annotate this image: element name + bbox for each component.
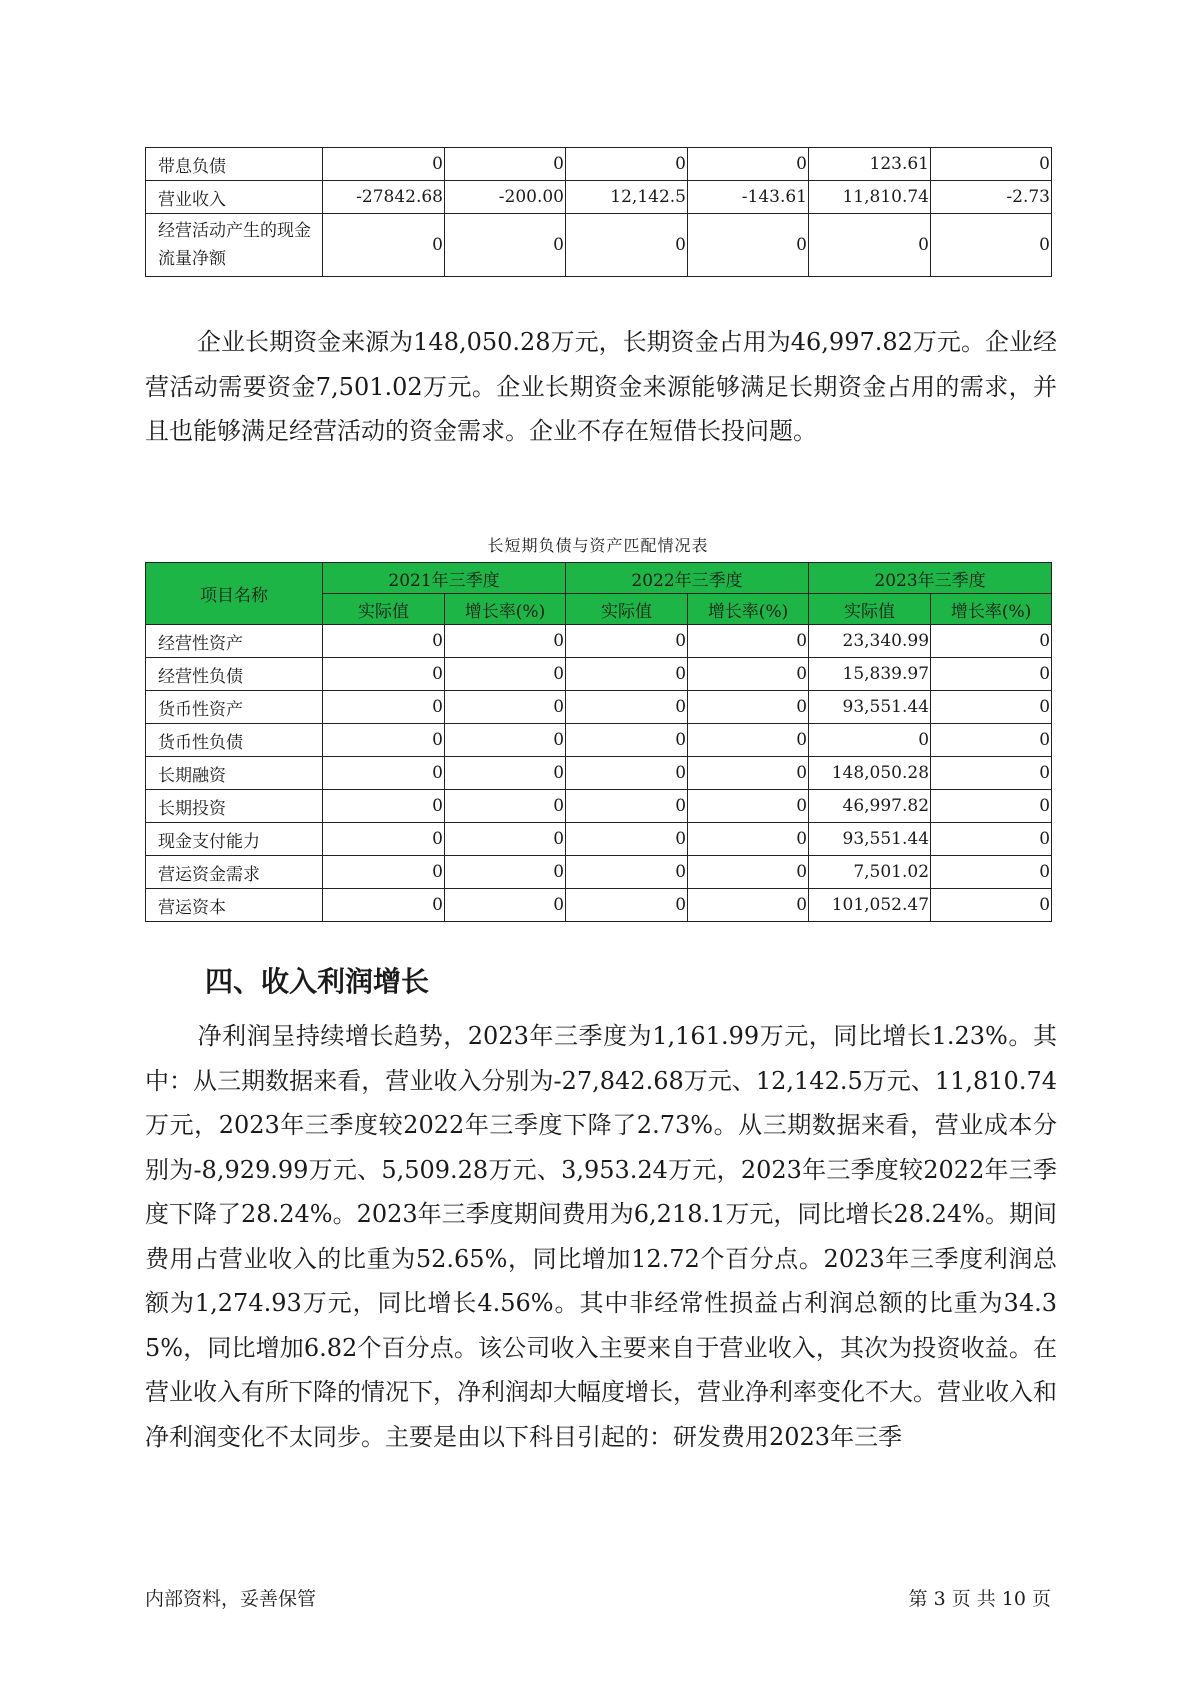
cell-value: 0 xyxy=(323,823,445,856)
cell-value: 0 xyxy=(323,691,445,724)
cell-value: 0 xyxy=(931,724,1052,757)
table-row xyxy=(146,823,1052,856)
cell-value: 0 xyxy=(688,691,809,724)
cell-value: 0 xyxy=(445,889,566,922)
cell-value: 0 xyxy=(323,856,445,889)
cell-value: 46,997.82 xyxy=(809,790,931,823)
cell-value: 0 xyxy=(566,214,688,277)
cell-value: 0 xyxy=(809,214,931,277)
table-row xyxy=(146,691,1052,724)
paragraph-income-profit xyxy=(145,1014,1057,1459)
cell-value: 0 xyxy=(323,790,445,823)
cell-value: -2.73 xyxy=(931,181,1052,214)
header-period: 2022年三季度 xyxy=(566,563,809,594)
table-row xyxy=(146,724,1052,757)
cell-value: 15,839.97 xyxy=(809,658,931,691)
cell-value: 0 xyxy=(931,148,1052,181)
cell-value: 0 xyxy=(566,856,688,889)
cell-value: 148,050.28 xyxy=(809,757,931,790)
continued-table xyxy=(145,147,1052,277)
cell-value: 0 xyxy=(566,148,688,181)
row-label: 经营性资产 xyxy=(146,625,323,658)
header-actual: 实际值 xyxy=(809,594,931,625)
table-row xyxy=(146,214,1052,277)
cell-value: 0 xyxy=(566,889,688,922)
cell-value: 0 xyxy=(445,214,566,277)
cell-value: 101,052.47 xyxy=(809,889,931,922)
header-actual: 实际值 xyxy=(566,594,688,625)
cell-value: 0 xyxy=(445,823,566,856)
cell-value: 7,501.02 xyxy=(809,856,931,889)
cell-value: 11,810.74 xyxy=(809,181,931,214)
cell-value: 93,551.44 xyxy=(809,691,931,724)
cell-value: 0 xyxy=(688,724,809,757)
paragraph-funding xyxy=(145,320,1057,454)
cell-value: 0 xyxy=(323,214,445,277)
paragraph-text: 企业长期资金来源为148,050.28万元，长期资金占用为46,997.82万元。企业经营活动需要资金7,501.02万元。企业长期资金来源能够满足长期资金占用的需求，并且也能够满足经营活动的资金需求。企业不存在短借长投问题。 xyxy=(145,328,1057,445)
cell-value: 23,340.99 xyxy=(809,625,931,658)
header-row xyxy=(146,563,1052,594)
cell-value: 0 xyxy=(931,823,1052,856)
cell-value: -27842.68 xyxy=(323,181,445,214)
cell-value: 0 xyxy=(688,214,809,277)
cell-value: 0 xyxy=(445,757,566,790)
footer-confidential-note: 内部资料，妥善保管 xyxy=(145,1588,317,1610)
cell-value: 0 xyxy=(931,625,1052,658)
table-row xyxy=(146,148,1052,181)
row-label: 货币性负债 xyxy=(146,724,323,757)
cell-value: 0 xyxy=(688,658,809,691)
cell-value: 0 xyxy=(323,148,445,181)
liability-asset-match-table xyxy=(145,562,1052,922)
row-label: 长期融资 xyxy=(146,757,323,790)
header-actual: 实际值 xyxy=(323,594,445,625)
cell-value: 0 xyxy=(566,625,688,658)
cell-value: 0 xyxy=(445,724,566,757)
cell-value: 0 xyxy=(566,658,688,691)
table-row xyxy=(146,889,1052,922)
row-label: 经营活动产生的现金流量净额 xyxy=(146,214,323,277)
row-label: 经营性负债 xyxy=(146,658,323,691)
cell-value: 0 xyxy=(445,790,566,823)
cell-value: 0 xyxy=(566,724,688,757)
cell-value: 0 xyxy=(323,757,445,790)
row-label: 营业收入 xyxy=(146,181,323,214)
cell-value: 0 xyxy=(809,724,931,757)
table-row xyxy=(146,790,1052,823)
table-row xyxy=(146,658,1052,691)
cell-value: -143.61 xyxy=(688,181,809,214)
cell-value: 0 xyxy=(323,889,445,922)
paragraph-text: 净利润呈持续增长趋势，2023年三季度为1,161.99万元，同比增长1.23%。其中：从三期数据来看，营业收入分别为-27,842.68万元、12,142.5万元、11,810.74万元，2023年三季度较2022年三季度下降了2.73%。从三期数据来看，营业成本分别为-8,929.99万元、5,509.28万元、3,953.24万元，2023年三季度较2022年三季度下降了28.24%。2023年三季度期间费用为6,218.1万元，同比增长28.24%。期间费用占营业收入的比重为52.65%，同比增加12.72个百分点。2023年三季度利润总额为1,274.93万元，同比增长4.56%。其中非经常性损益占利润总额的比重为34.35%，同比增加6.82个百分点。该公司收入主要来自于营业收入，其次为投资收益。在营业收入有所下降的情况下，净利润却大幅度增长，营业净利率变化不大。营业收入和净利润变化不太同步。主要是由以下科目引起的：研发费用2023年三季 xyxy=(145,1022,1057,1451)
table-row xyxy=(146,181,1052,214)
cell-value: 0 xyxy=(931,856,1052,889)
row-label: 现金支付能力 xyxy=(146,823,323,856)
cell-value: 0 xyxy=(688,148,809,181)
table-row xyxy=(146,625,1052,658)
cell-value: 0 xyxy=(323,625,445,658)
row-label: 营运资本 xyxy=(146,889,323,922)
cell-value: 0 xyxy=(445,148,566,181)
cell-value: 12,142.5 xyxy=(566,181,688,214)
cell-value: 0 xyxy=(688,757,809,790)
row-label: 营运资金需求 xyxy=(146,856,323,889)
row-label: 带息负债 xyxy=(146,148,323,181)
cell-value: 0 xyxy=(566,757,688,790)
cell-value: 0 xyxy=(688,856,809,889)
cell-value: -200.00 xyxy=(445,181,566,214)
cell-value: 0 xyxy=(566,823,688,856)
header-period: 2023年三季度 xyxy=(809,563,1052,594)
cell-value: 0 xyxy=(323,724,445,757)
cell-value: 0 xyxy=(445,658,566,691)
cell-value: 0 xyxy=(688,625,809,658)
cell-value: 0 xyxy=(931,658,1052,691)
cell-value: 0 xyxy=(931,889,1052,922)
cell-value: 0 xyxy=(445,856,566,889)
header-item-name: 项目名称 xyxy=(146,563,323,625)
header-growth: 增长率(%) xyxy=(445,594,566,625)
cell-value: 0 xyxy=(445,625,566,658)
cell-value: 0 xyxy=(931,691,1052,724)
cell-value: 93,551.44 xyxy=(809,823,931,856)
cell-value: 0 xyxy=(931,214,1052,277)
header-growth: 增长率(%) xyxy=(688,594,809,625)
cell-value: 0 xyxy=(688,823,809,856)
cell-value: 0 xyxy=(323,658,445,691)
header-growth: 增长率(%) xyxy=(931,594,1052,625)
cell-value: 123.61 xyxy=(809,148,931,181)
cell-value: 0 xyxy=(931,790,1052,823)
row-label: 长期投资 xyxy=(146,790,323,823)
cell-value: 0 xyxy=(688,790,809,823)
header-period: 2021年三季度 xyxy=(323,563,566,594)
cell-value: 0 xyxy=(445,691,566,724)
table-caption: 长短期负债与资产匹配情况表 xyxy=(487,536,709,555)
row-label: 货币性资产 xyxy=(146,691,323,724)
table-row xyxy=(146,757,1052,790)
cell-value: 0 xyxy=(931,757,1052,790)
cell-value: 0 xyxy=(688,889,809,922)
section-heading: 四、收入利润增长 xyxy=(205,965,430,998)
cell-value: 0 xyxy=(566,790,688,823)
table-row xyxy=(146,856,1052,889)
footer-page-number: 第 3 页 共 10 页 xyxy=(908,1588,1051,1610)
cell-value: 0 xyxy=(566,691,688,724)
